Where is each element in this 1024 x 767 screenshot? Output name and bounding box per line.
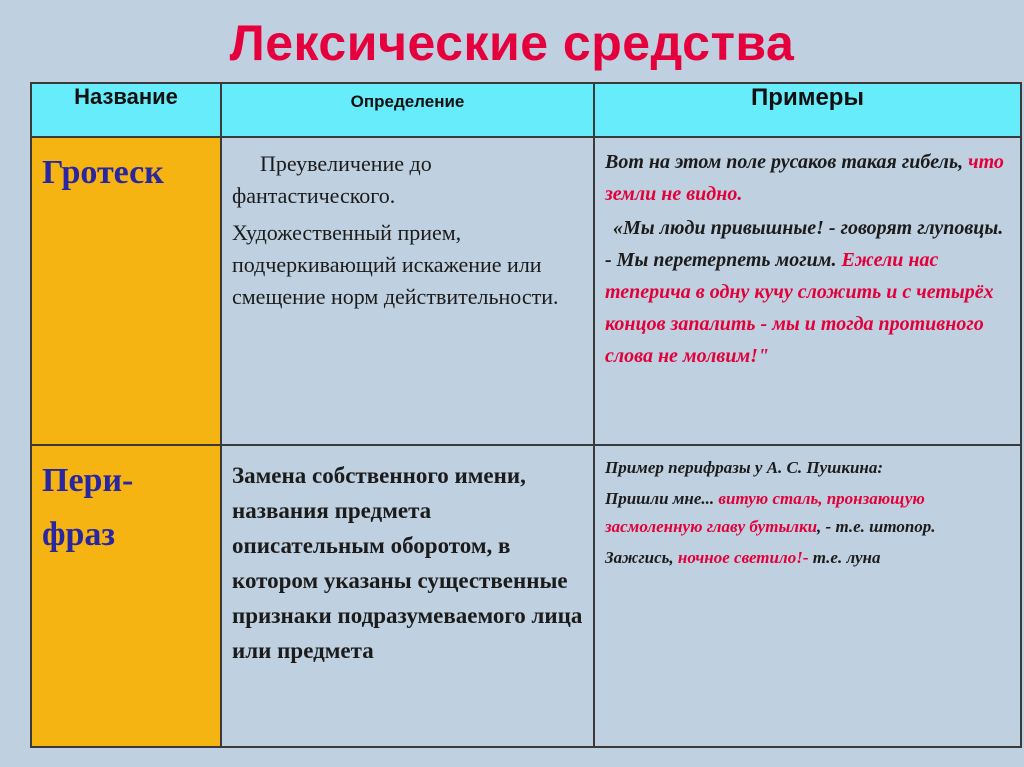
header-definition: Определение — [221, 83, 594, 137]
definition-text: Преувеличение до фантастического. — [232, 151, 432, 208]
definition-cell — [221, 137, 594, 445]
name-cell — [31, 137, 221, 445]
example-highlight: ночное светило!- — [677, 548, 809, 567]
example-text: Зажгись, — [605, 548, 678, 567]
term-line: фраз — [42, 516, 116, 554]
term-periphrasis — [32, 446, 220, 563]
slide-title: Лексические средства — [229, 15, 795, 71]
lexical-means-table — [30, 82, 1022, 748]
table-row-periphrasis — [31, 445, 1021, 747]
term-grotesque: Гротеск — [42, 154, 164, 191]
example-text: , - т.е. штопор. — [817, 517, 936, 536]
header-name: Название — [31, 83, 221, 137]
example-paragraph: Пример перифразы у А. С. Пушкина: — [605, 458, 883, 477]
example-text: Пришли мне... — [605, 489, 719, 508]
example-text: Вот на этом поле русаков такая гибель, — [605, 151, 969, 173]
name-cell — [31, 445, 221, 747]
example-paragraph — [605, 212, 1012, 372]
example-paragraph — [605, 544, 1012, 572]
table-header-row — [31, 83, 1021, 137]
table-row-grotesque — [31, 137, 1021, 445]
term-line: Пери- — [42, 462, 134, 499]
definition-text: Замена собственного имени, названия предмета описательным оборотом, в котором указаны существенные признаки подразумеваемого лица или предмета — [232, 463, 583, 663]
example-text: «Мы люди привышные! - говорят глуповцы. - Мы перетерпеть могим. — [605, 217, 1004, 271]
example-text: т.е. луна — [808, 548, 881, 567]
definition-text: Художественный прием, подчеркивающий искажение или смещение норм действительности. — [232, 220, 559, 309]
examples-cell — [594, 445, 1021, 747]
example-paragraph — [605, 485, 1012, 541]
example-paragraph — [605, 146, 1012, 210]
example-highlight: что земли не видно. — [605, 151, 1004, 205]
example-highlight: Ежели нас теперича в одну кучу сложить и с четырёх концов запалить - мы и тогда противного слова не молвим!" — [605, 249, 994, 367]
example-highlight: витую сталь, пронзающую засмоленную главу бутылки — [605, 489, 925, 536]
examples-cell — [594, 137, 1021, 445]
header-examples: Примеры — [594, 83, 1021, 137]
definition-cell — [221, 445, 594, 747]
